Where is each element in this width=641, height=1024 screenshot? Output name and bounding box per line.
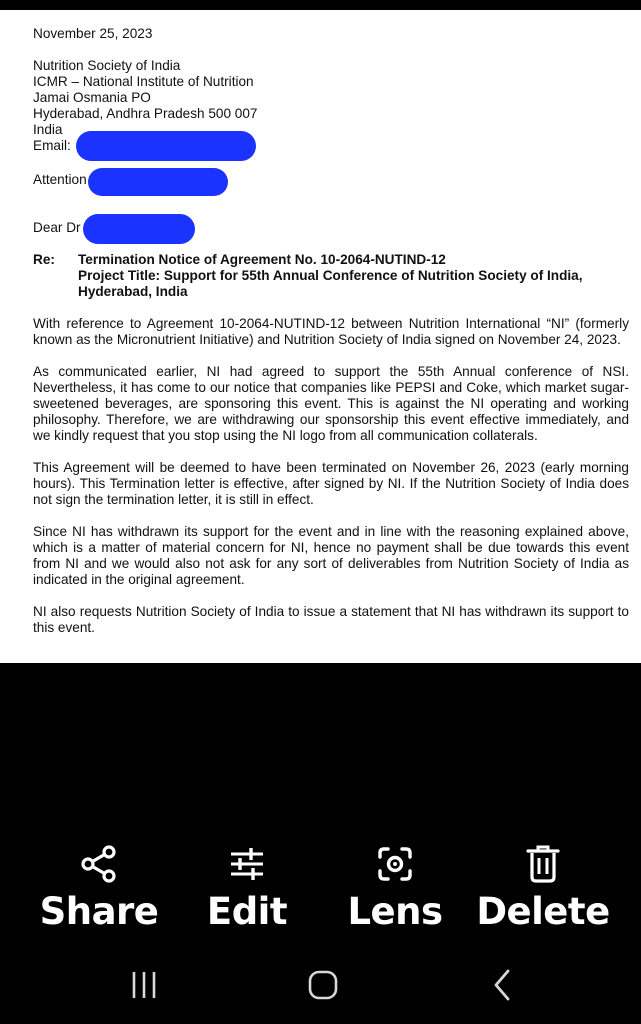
trash-icon (468, 840, 618, 888)
system-nav-bar (0, 955, 641, 1015)
address-line: Hyderabad, Andhra Pradesh 500 007 (33, 106, 258, 121)
delete-button[interactable] (468, 840, 618, 934)
delete-label: Delete (476, 890, 610, 933)
home-icon (308, 970, 338, 1000)
re-line: Termination Notice of Agreement No. 10-2064-NUTIND-12 (78, 252, 446, 267)
attention-label: Attention (33, 172, 87, 187)
image-toolbar (0, 840, 641, 940)
address-line: Nutrition Society of India (33, 58, 181, 73)
paragraph-4: Since NI has withdrawn its support for the event and in line with the reasoning explained above, which is a matter of material concern for NI, hence no payment shall be due towards this event from NI and we would also not ask for any sort of deliverables from Nutrition Society of India as indicated in the original agreement. (33, 524, 629, 587)
re-subject (78, 252, 618, 300)
attention-redaction (88, 168, 228, 196)
home-button[interactable] (283, 955, 363, 1015)
salutation: Dear Dr (33, 220, 81, 235)
recents-button[interactable] (104, 955, 184, 1015)
lens-button[interactable] (320, 840, 470, 934)
share-label: Share (39, 890, 159, 933)
re-line: Hyderabad, India (78, 284, 188, 299)
address-line: India (33, 122, 63, 137)
paragraph-2: As communicated earlier, NI had agreed to support the 55th Annual conference of NSI. Nevertheless, it has come to our notice that companies like PEPSI and Coke, which market sugar-sweetened beverages, are sponsoring this event. This is against the NI operating and working philosophy. Therefore, we are withdrawing our sponsorship this event effective immediately, and we kindly request that you stop using the NI logo from all communication collaterals. (33, 364, 629, 443)
document-image (0, 10, 641, 663)
re-line: Project Title: Support for 55th Annual Conference of Nutrition Society of India, (78, 268, 583, 283)
back-icon (491, 969, 515, 1001)
paragraph-3: This Agreement will be deemed to have been terminated on November 26, 2023 (early morning hours). This Termination letter is effective, after signed by NI. If the Nutrition Society of India does not sign the termination letter, it is still in effect. (33, 460, 629, 507)
address-line: Jamai Osmania PO (33, 90, 151, 105)
sliders-icon (172, 840, 322, 888)
recents-icon (129, 970, 159, 1000)
salutation-redaction (83, 214, 195, 244)
lens-label: Lens (347, 890, 443, 933)
back-button[interactable] (463, 955, 543, 1015)
edit-button[interactable] (172, 840, 322, 934)
edit-label: Edit (206, 890, 288, 933)
share-button[interactable] (24, 840, 174, 934)
letter-date: November 25, 2023 (33, 26, 153, 41)
address-line: ICMR – National Institute of Nutrition (33, 74, 254, 89)
email-label: Email: (33, 138, 71, 153)
paragraph-1: With reference to Agreement 10-2064-NUTIND-12 between Nutrition International “NI” (formerly known as the Micronutrient Initiative) and Nutrition Society of India signed on November 24, 2023. (33, 316, 629, 347)
lens-icon (320, 840, 470, 888)
email-redaction (76, 131, 256, 161)
re-label: Re: (33, 252, 55, 267)
share-icon (24, 840, 174, 888)
paragraph-5: NI also requests Nutrition Society of India to issue a statement that NI has withdrawn its support to this event. (33, 604, 629, 635)
